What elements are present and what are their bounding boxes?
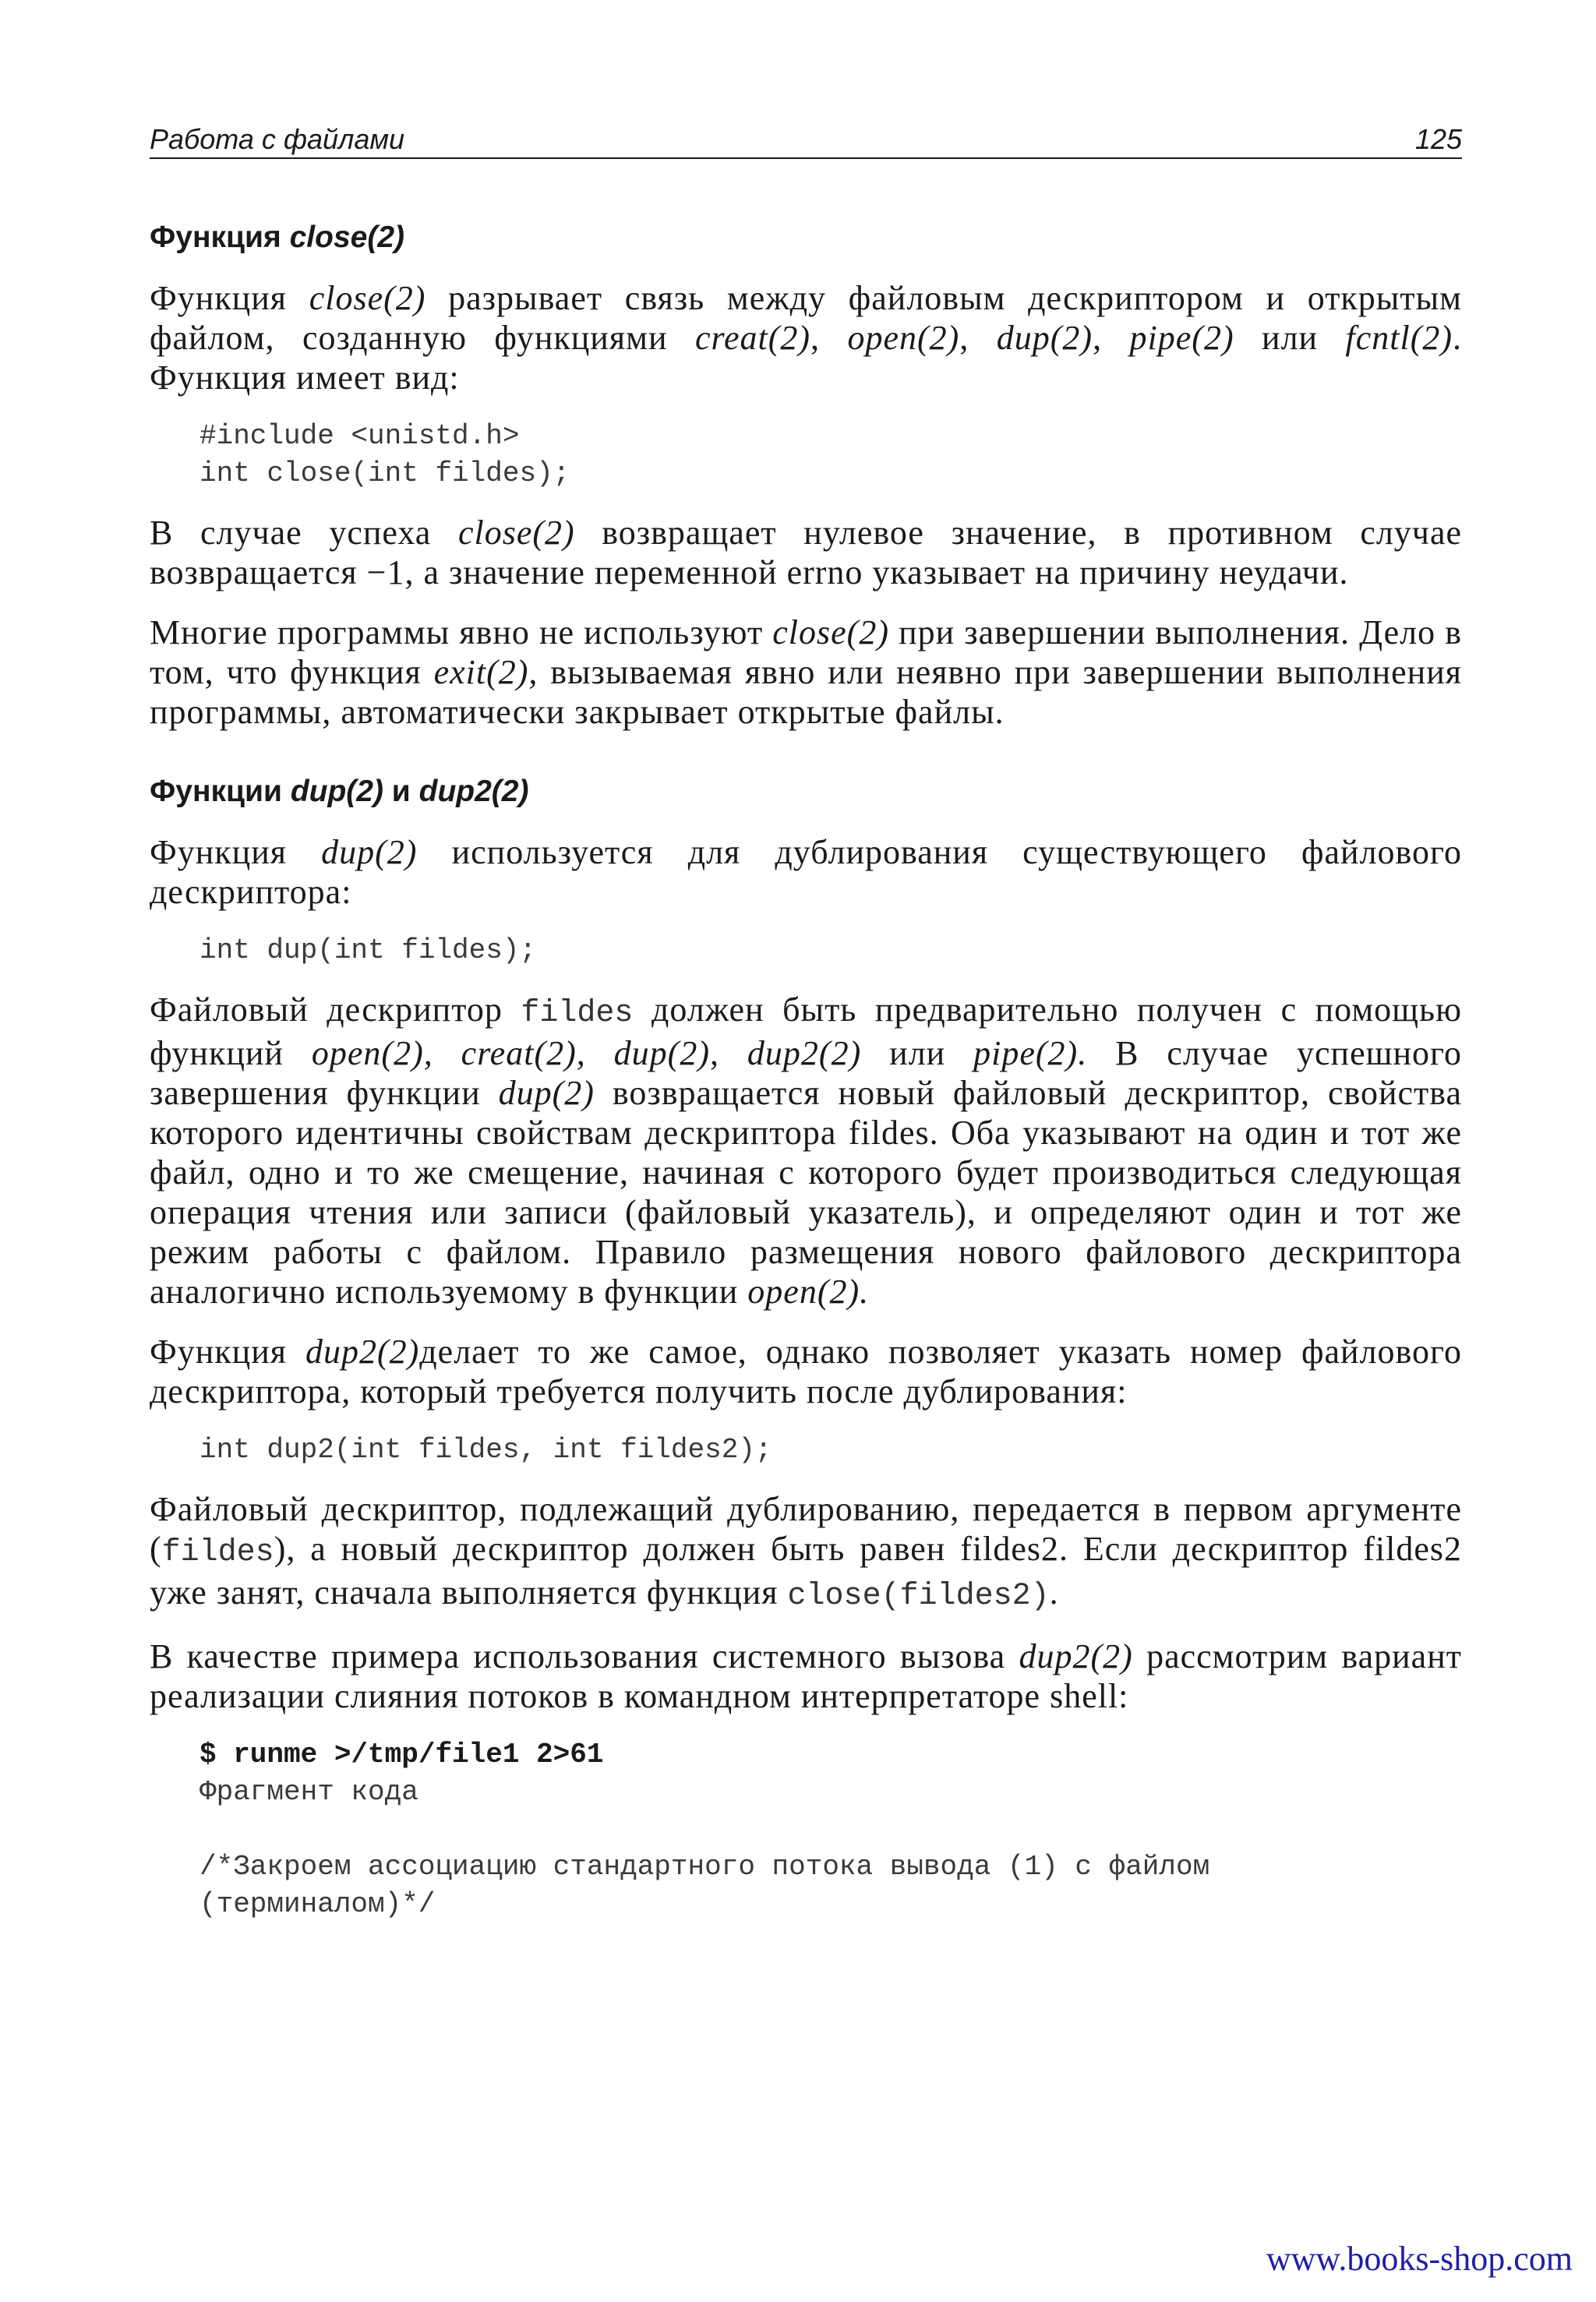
paragraph-dup-3: Функция dup2(2)делает то же самое, однако позволяет указать номер файлового дескриптора, который требуется получить после дублирования: (150, 1332, 1462, 1411)
paragraph-dup-4: Файловый дескриптор, подлежащий дублированию, передается в первом аргументе (fildes), а новый дескриптор должен быть равен fildes2. Если дескриптор fildes2 уже занят, сначала выполняется функция close(fildes2). (150, 1489, 1462, 1614)
code-dup-signature: int dup(int fildes); (200, 934, 537, 966)
watermark-link: www.books-shop.com (1266, 2240, 1573, 2278)
code-dup2-signature: int dup2(int fildes, int fildes2); (200, 1433, 772, 1466)
section-heading-close: Функция close(2) (150, 221, 405, 254)
content (150, 220, 1462, 1944)
paragraph-close-2: В случае успеха close(2) возвращает нулевое значение, в противном случае возвращается −1, а значение переменной errno указывает на причину неудачи. (150, 513, 1462, 591)
section-heading-dup: Функции dup(2) и dup2(2) (150, 774, 529, 808)
code-close-signature: #include <unistd.h> int close(int fildes); (200, 419, 570, 489)
running-header (150, 117, 1462, 159)
shell-command: $ runme >/tmp/file1 2>61 (200, 1738, 604, 1771)
paragraph-dup-1: Функция dup(2) используется для дублирования существующего файлового дескриптора: (150, 832, 1462, 911)
paragraph-close-3: Многие программы явно не используют close(2) при завершении выполнения. Дело в том, что функция exit(2), вызываемая явно или неявно при завершении выполнения программы, автоматически закрывает открытые файлы. (150, 613, 1462, 731)
code-fragment: Фрагмент кода /*Закроем ассоциацию стандартного потока вывода (1) с файлом (терминалом)*/ (200, 1775, 1210, 1920)
paragraph-dup-5: В качестве примера использования системного вызова dup2(2) рассмотрим вариант реализации слияния потоков в командном интерпретаторе shell: (150, 1636, 1462, 1715)
paragraph-dup-2: Файловый дескриптор fildes должен быть предварительно получен с помощью функций open(2), creat(2), dup(2), dup2(2) или pipe(2). В случае успешного завершения функции dup(2) возвращается новый файловый дескриптор, свойства которого идентичны свойствам дескриптора fildes. Оба указывают на один и тот же файл, одно и то же смещение, начиная с которого будет производиться следующая операция чтения или записи (файловый указатель), и определяют один и тот же режим работы с файлом. Правило размещения нового файлового дескриптора аналогично используемому в функции open(2). (150, 990, 1462, 1311)
header-title: Работа с файлами (150, 123, 405, 155)
paragraph-close-1: Функция close(2) разрывает связь между файловым дескриптором и открытым файлом, созданную функциями creat(2), open(2), dup(2), pipe(2) или fcntl(2). Функция имеет вид: (150, 278, 1463, 397)
page-number: 125 (1414, 123, 1462, 155)
